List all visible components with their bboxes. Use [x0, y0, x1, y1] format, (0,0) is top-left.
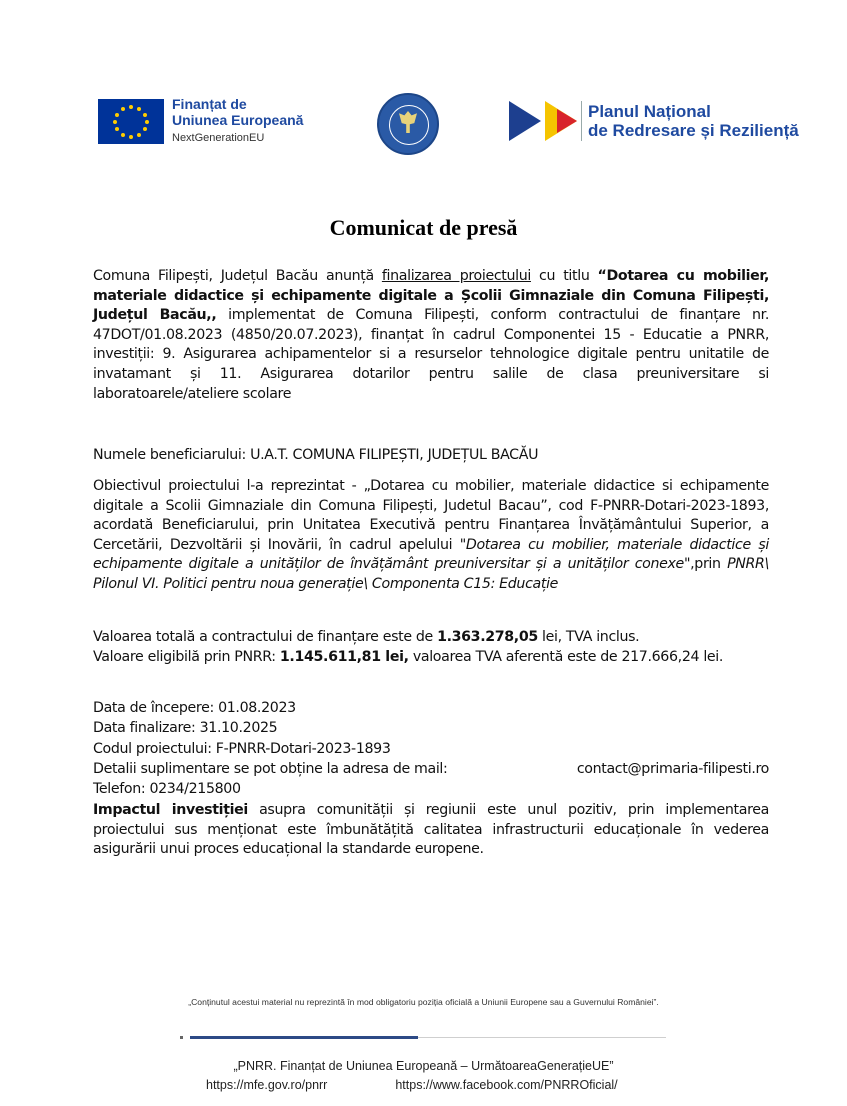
- end-date: Data finalizare: 31.10.2025: [93, 720, 278, 736]
- footer-slogan: „PNRR. Finanțat de Uniunea Europeană – UrmătoareaGenerațieUE”: [233, 1059, 614, 1073]
- intro-text: cu titlu: [530, 268, 598, 284]
- intro-paragraph: [93, 267, 769, 404]
- impact-text: asupra comunității și regiunii este unul pozitiv, prin implementarea proiectului sus menționat este îmbunătățită calitatea infrastructurii educaționale în vederea asigurării unui proces educațional la standarde europene.: [93, 802, 769, 858]
- eligible-amount: 1.145.611,81 lei,: [279, 649, 409, 665]
- contact-email-link[interactable]: contact@primaria-filipesti.ro: [576, 761, 769, 777]
- pnrr-logo-line2: de Redresare și Reziliență: [588, 121, 799, 140]
- contact-label: Detalii suplimentare se pot obține la adresa de mail:: [93, 761, 448, 777]
- value-suffix: valoarea TVA aferentă este de 217.666,24 lei.: [408, 649, 724, 665]
- call-name: "Dotarea cu mobilier, materiale didactice și echipamente digitale a unităților de învățământ preuniversitar și a unităților conexe": [93, 536, 769, 573]
- mfe-link[interactable]: https://mfe.gov.ro/pnrr: [206, 1078, 328, 1092]
- eu-logo-line2: Uniunea Europeană: [172, 112, 304, 128]
- pnrr-logo-line1: Planul Național: [588, 102, 711, 121]
- eligible-value-line: [93, 648, 769, 668]
- impact-paragraph: [93, 801, 769, 860]
- pnrr-arrows-icon: [509, 101, 579, 141]
- value-suffix: lei, TVA inclus.: [537, 629, 640, 645]
- underlined-phrase: finalizarea proiectului: [381, 268, 531, 284]
- value-label: Valoare eligibilă prin PNRR:: [93, 649, 280, 665]
- facebook-link[interactable]: https://www.facebook.com/PNRROficial/: [395, 1078, 618, 1092]
- total-value-line: [93, 628, 769, 648]
- eu-flag-icon: [98, 99, 164, 144]
- pnrr-logo: [509, 101, 799, 141]
- disclaimer: „Conținutul acestui material nu reprezintă în mod obligatoriu poziția oficială a Uniunii Europene sau a Guvernului României”.: [188, 997, 659, 1007]
- total-amount: 1.363.278,05: [437, 629, 538, 645]
- footer-links: [206, 1078, 618, 1092]
- value-label: Valoarea totală a contractului de finanțare este de: [93, 629, 438, 645]
- intro-text: implementat de Comuna Filipești, conform contractului de finanțare nr. 47DOT/01.08.2023 (4850/20.07.2023), finanțat în cadrul Componentei 15 - Educatie a PNRR, investiții: 9. Asigurarea achipamentelor si a resurselor tehnologice digitale pentru unitatile de invatamant și 11. Asigurarea dotarilor pentru salile de clasa preuniversitare si laboratoarele/ateliere scolare: [93, 307, 769, 402]
- objective-text: ,prin: [690, 556, 728, 573]
- objective-text: Obiectivul proiectului l-a reprezintat - „Dotarea cu mobilier, materiale didactice si echipamente digitale a Scolii Gimnaziale din Comuna Filipești, Judetul Bacau”, cod F-PNRR-Dotari-2023-1893, acordată Beneficiarului, prin Unitatea Executivă pentru Finanțarea Învățământului Superior, a Cercetării, Dezvoltării și Inovării, în cadrul apelului: [93, 478, 769, 553]
- eu-logo-line1: Finanțat de: [172, 96, 247, 112]
- impact-label: Impactul investiției: [93, 802, 248, 818]
- intro-text: Comuna Filipești, Județul Bacău anunță: [93, 268, 382, 284]
- project-title: “Dotarea cu mobilier, materiale didactice și echipamente digitale a Școlii Gimnaziale din Comuna Filipești, Județul Bacău,,: [93, 268, 769, 324]
- romanian-government-seal-icon: [377, 93, 439, 155]
- program-name: PNRR\ Pilonul VI. Politici pentru noua generație\ Componenta C15: Educație: [93, 556, 769, 592]
- contact-line: [93, 760, 769, 780]
- objective-paragraph: [93, 477, 769, 595]
- beneficiary-line: Numele beneficiarului: U.A.T. COMUNA FILIPEȘTI, JUDEȚUL BACĂU: [93, 447, 539, 463]
- project-code: Codul proiectului: F-PNRR-Dotari-2023-1893: [93, 741, 391, 757]
- phone: Telefon: 0234/215800: [93, 781, 241, 797]
- eu-logo-line3: NextGenerationEU: [172, 132, 265, 144]
- start-date: Data de începere: 01.08.2023: [93, 700, 296, 716]
- page-title: Comunicat de presă: [329, 215, 518, 240]
- eu-funding-logo: [98, 96, 304, 146]
